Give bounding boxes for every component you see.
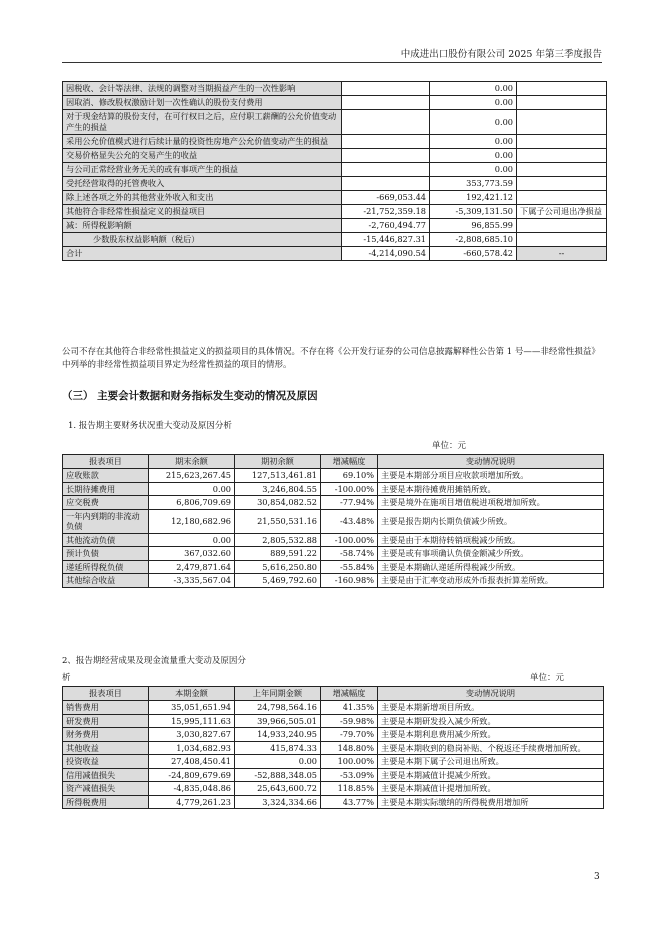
table-row [63, 795, 604, 809]
note-cell [517, 177, 607, 191]
change-rate-cell: 69.10% [321, 469, 378, 483]
ending-balance-cell: 0.00 [149, 533, 235, 547]
current-period-cell [342, 135, 430, 149]
current-period-cell [342, 163, 430, 177]
change-rate-cell: -100.00% [321, 533, 378, 547]
item-cell: 采用公允价值模式进行后续计量的投资性房地产公允价值变动产生的损益 [63, 135, 342, 149]
current-period-cell: -4,214,090.54 [342, 247, 430, 261]
ending-balance-cell: 6,806,709.69 [149, 496, 235, 510]
explanation-cell: 主要是本期减值计提增加所致。 [378, 782, 604, 796]
beginning-balance-cell: 889,591.22 [235, 547, 321, 561]
item-cell: 因取消、修改股权激励计划一次性确认的股份支付费用 [63, 96, 342, 110]
current-amount-cell: 1,034,682.93 [149, 741, 235, 755]
ytd-cell: 0.00 [430, 135, 517, 149]
table-row [63, 509, 604, 533]
table-row [63, 701, 604, 715]
change-rate-cell: -59.98% [321, 714, 378, 728]
operating-results-table [62, 686, 604, 809]
current-amount-cell: 27,408,450.41 [149, 755, 235, 769]
section-title: （三） 主要会计数据和财务指标发生变动的情况及原因 [62, 390, 318, 402]
explanation-cell: 主要是本期下属子公司退出所致。 [378, 755, 604, 769]
ending-balance-cell: 12,180,682.96 [149, 509, 235, 533]
explanation-cell: 主要是本期收到的稳岗补贴、个税返还手续费增加所致。 [378, 741, 604, 755]
financial-position-subtitle: 1. 报告期主要财务状况重大变动及原因分析 [68, 421, 232, 431]
explanation-cell: 主要是由于汇率变动形成外币报表折算差所致。 [378, 574, 604, 588]
table-row [63, 533, 604, 547]
note-cell [517, 163, 607, 177]
beginning-balance-cell: 5,469,792.60 [235, 574, 321, 588]
change-rate-cell: -79.70% [321, 728, 378, 742]
ending-balance-cell: 0.00 [149, 482, 235, 496]
table-row [63, 247, 607, 261]
prior-amount-cell: 0.00 [235, 755, 321, 769]
note-cell [517, 82, 607, 96]
ending-balance-cell: 367,032.60 [149, 547, 235, 561]
item-cell: 其他收益 [63, 741, 149, 755]
change-rate-cell: -53.09% [321, 768, 378, 782]
table-row [63, 177, 607, 191]
explanation-cell: 主要是本期实际缴纳的所得税费用增加所 [378, 795, 604, 809]
prior-amount-cell: 24,798,564.16 [235, 701, 321, 715]
note-cell [517, 191, 607, 205]
ytd-cell: 353,773.59 [430, 177, 517, 191]
change-rate-cell: -100.00% [321, 482, 378, 496]
ending-balance-cell: 2,479,871.64 [149, 560, 235, 574]
table-row [63, 741, 604, 755]
page-number: 3 [594, 872, 600, 882]
item-cell: 资产减值损失 [63, 782, 149, 796]
unit-label: 单位：元 [432, 441, 467, 451]
beginning-balance-cell: 3,246,804.55 [235, 482, 321, 496]
ytd-cell: 0.00 [430, 110, 517, 135]
note-cell [517, 96, 607, 110]
explanation-cell: 主要是或有事项确认负债金额减少所致。 [378, 547, 604, 561]
explanation-cell: 主要是本期利息费用减少所致。 [378, 728, 604, 742]
table-row [63, 560, 604, 574]
current-amount-cell: 3,030,827.67 [149, 728, 235, 742]
ytd-cell: 0.00 [430, 149, 517, 163]
item-cell: 信用减值损失 [63, 768, 149, 782]
table-row [63, 768, 604, 782]
item-cell: 财务费用 [63, 728, 149, 742]
item-cell: 合计 [63, 247, 342, 261]
note-cell: 下属子公司退出净损益 [517, 205, 607, 219]
prior-amount-cell: 25,643,600.72 [235, 782, 321, 796]
item-cell: 其他综合收益 [63, 574, 149, 588]
ytd-cell: 192,421.12 [430, 191, 517, 205]
table-row [63, 219, 607, 233]
explanation-cell: 主要是本期减值计提减少所致。 [378, 768, 604, 782]
item-cell: 除上述各项之外的其他营业外收入和支出 [63, 191, 342, 205]
column-header: 报表项目 [63, 455, 149, 469]
column-header: 本期金额 [149, 687, 235, 701]
beginning-balance-cell: 21,550,531.16 [235, 509, 321, 533]
ytd-cell: 0.00 [430, 163, 517, 177]
operating-results-subtitle-cont: 析 [62, 673, 71, 683]
ytd-cell: 0.00 [430, 82, 517, 96]
item-cell: 研发费用 [63, 714, 149, 728]
note-cell [517, 233, 607, 247]
ytd-cell: -2,808,685.10 [430, 233, 517, 247]
column-header: 上年同期金额 [235, 687, 321, 701]
note-cell [517, 110, 607, 135]
current-period-cell: -2,760,494.77 [342, 219, 430, 233]
ytd-cell: -5,309,131.50 [430, 205, 517, 219]
change-rate-cell: -58.74% [321, 547, 378, 561]
change-rate-cell: -77.94% [321, 496, 378, 510]
ytd-cell: 0.00 [430, 96, 517, 110]
item-cell: 对于现金结算的股份支付，在可行权日之后，应付职工薪酬的公允价值变动产生的损益 [63, 110, 342, 135]
table-row [63, 82, 607, 96]
current-period-cell [342, 82, 430, 96]
explanation-cell: 主要是由于本期待转销项税减少所致。 [378, 533, 604, 547]
item-cell: 交易价格显失公允的交易产生的收益 [63, 149, 342, 163]
current-period-cell [342, 96, 430, 110]
column-header: 变动情况说明 [378, 455, 604, 469]
item-cell: 所得税费用 [63, 795, 149, 809]
item-cell: 一年内到期的非流动负债 [63, 509, 149, 533]
table-row [63, 714, 604, 728]
table-row [63, 469, 604, 483]
change-rate-cell: -43.48% [321, 509, 378, 533]
item-cell: 少数股东权益影响额（税后） [63, 233, 342, 247]
item-cell: 减：所得税影响额 [63, 219, 342, 233]
operating-results-subtitle: 2、报告期经营成果及现金流量重大变动及原因分 [62, 656, 246, 666]
table-row [63, 728, 604, 742]
table-row [63, 135, 607, 149]
explanation-cell: 主要是本期确认递延所得税减少所致。 [378, 560, 604, 574]
table-row [63, 149, 607, 163]
prior-amount-cell: 14,933,240.95 [235, 728, 321, 742]
current-period-cell: -21,752,359.18 [342, 205, 430, 219]
prior-amount-cell: 3,324,334.66 [235, 795, 321, 809]
non-recurring-items-table [62, 81, 607, 261]
ytd-cell: -660,578.42 [430, 247, 517, 261]
change-rate-cell: 118.85% [321, 782, 378, 796]
item-cell: 受托经营取得的托管费收入 [63, 177, 342, 191]
current-amount-cell: -4,835,048.86 [149, 782, 235, 796]
current-amount-cell: 35,051,651.94 [149, 701, 235, 715]
unit-label-2: 单位：元 [530, 673, 565, 683]
current-period-cell: -15,446,827.31 [342, 233, 430, 247]
table-row [63, 110, 607, 135]
item-cell: 其他符合非经常性损益定义的损益项目 [63, 205, 342, 219]
change-rate-cell: 148.80% [321, 741, 378, 755]
column-header: 期初余额 [235, 455, 321, 469]
ytd-cell: 96,855.99 [430, 219, 517, 233]
column-header: 报表项目 [63, 687, 149, 701]
beginning-balance-cell: 2,805,532.88 [235, 533, 321, 547]
item-cell: 销售费用 [63, 701, 149, 715]
note-cell [517, 149, 607, 163]
table-row [63, 205, 607, 219]
item-cell: 长期待摊费用 [63, 482, 149, 496]
beginning-balance-cell: 5,616,250.80 [235, 560, 321, 574]
change-rate-cell: 41.35% [321, 701, 378, 715]
table-row [63, 96, 607, 110]
explanation-cell: 主要是境外在施项目增值税进项税增加所致。 [378, 496, 604, 510]
current-amount-cell: 4,779,261.23 [149, 795, 235, 809]
table-row [63, 233, 607, 247]
financial-position-table [62, 454, 604, 588]
explanation-cell: 主要是本期新增项目所致。 [378, 701, 604, 715]
prior-amount-cell: 415,874.33 [235, 741, 321, 755]
ending-balance-cell: -3,335,567.04 [149, 574, 235, 588]
current-amount-cell: 15,995,111.63 [149, 714, 235, 728]
note-cell: -- [517, 247, 607, 261]
item-cell: 预计负债 [63, 547, 149, 561]
column-header: 变动情况说明 [378, 687, 604, 701]
report-header: 中成进出口股份有限公司 2025 年第三季度报告 [400, 49, 602, 60]
item-cell: 因税收、会计等法律、法规的调整对当期损益产生的一次性影响 [63, 82, 342, 96]
current-period-cell [342, 110, 430, 135]
explanation-cell: 主要是本期研发投入减少所致。 [378, 714, 604, 728]
ending-balance-cell: 215,623,267.45 [149, 469, 235, 483]
table-row [63, 482, 604, 496]
header-rule [62, 62, 602, 63]
table-row [63, 496, 604, 510]
table-row [63, 547, 604, 561]
table-row [63, 782, 604, 796]
current-amount-cell: -24,809,679.69 [149, 768, 235, 782]
explanation-cell: 主要是本期部分项目应收款项增加所致。 [378, 469, 604, 483]
prior-amount-cell: -52,888,348.05 [235, 768, 321, 782]
explanation-cell: 主要是本期待摊费用摊销所致。 [378, 482, 604, 496]
explanation-cell: 主要是报告期内长期负债减少所致。 [378, 509, 604, 533]
item-cell: 应交税费 [63, 496, 149, 510]
item-cell: 其他流动负债 [63, 533, 149, 547]
note-cell [517, 219, 607, 233]
change-rate-cell: 43.77% [321, 795, 378, 809]
item-cell: 投资收益 [63, 755, 149, 769]
table-row [63, 191, 607, 205]
column-header: 期末余额 [149, 455, 235, 469]
beginning-balance-cell: 30,854,082.52 [235, 496, 321, 510]
item-cell: 与公司正常经营业务无关的或有事项产生的损益 [63, 163, 342, 177]
change-rate-cell: -160.98% [321, 574, 378, 588]
current-period-cell [342, 177, 430, 191]
change-rate-cell: -55.84% [321, 560, 378, 574]
prior-amount-cell: 39,966,505.01 [235, 714, 321, 728]
item-cell: 递延所得税负债 [63, 560, 149, 574]
non-recurring-note: 公司不存在其他符合非经常性损益定义的损益项目的具体情况。不存在将《公开发行证券的公司信息披露解释性公告第 1 号——非经常性损益》中列举的非经常性损益项目界定为经常性损益的项目的情形。 [62, 347, 600, 370]
table-row [63, 163, 607, 177]
current-period-cell: -669,053.44 [342, 191, 430, 205]
note-cell [517, 135, 607, 149]
table-row [63, 755, 604, 769]
beginning-balance-cell: 127,513,461.81 [235, 469, 321, 483]
change-rate-cell: 100.00% [321, 755, 378, 769]
item-cell: 应收账款 [63, 469, 149, 483]
current-period-cell [342, 149, 430, 163]
table-row [63, 574, 604, 588]
column-header: 增减幅度 [321, 455, 378, 469]
column-header: 增减幅度 [321, 687, 378, 701]
